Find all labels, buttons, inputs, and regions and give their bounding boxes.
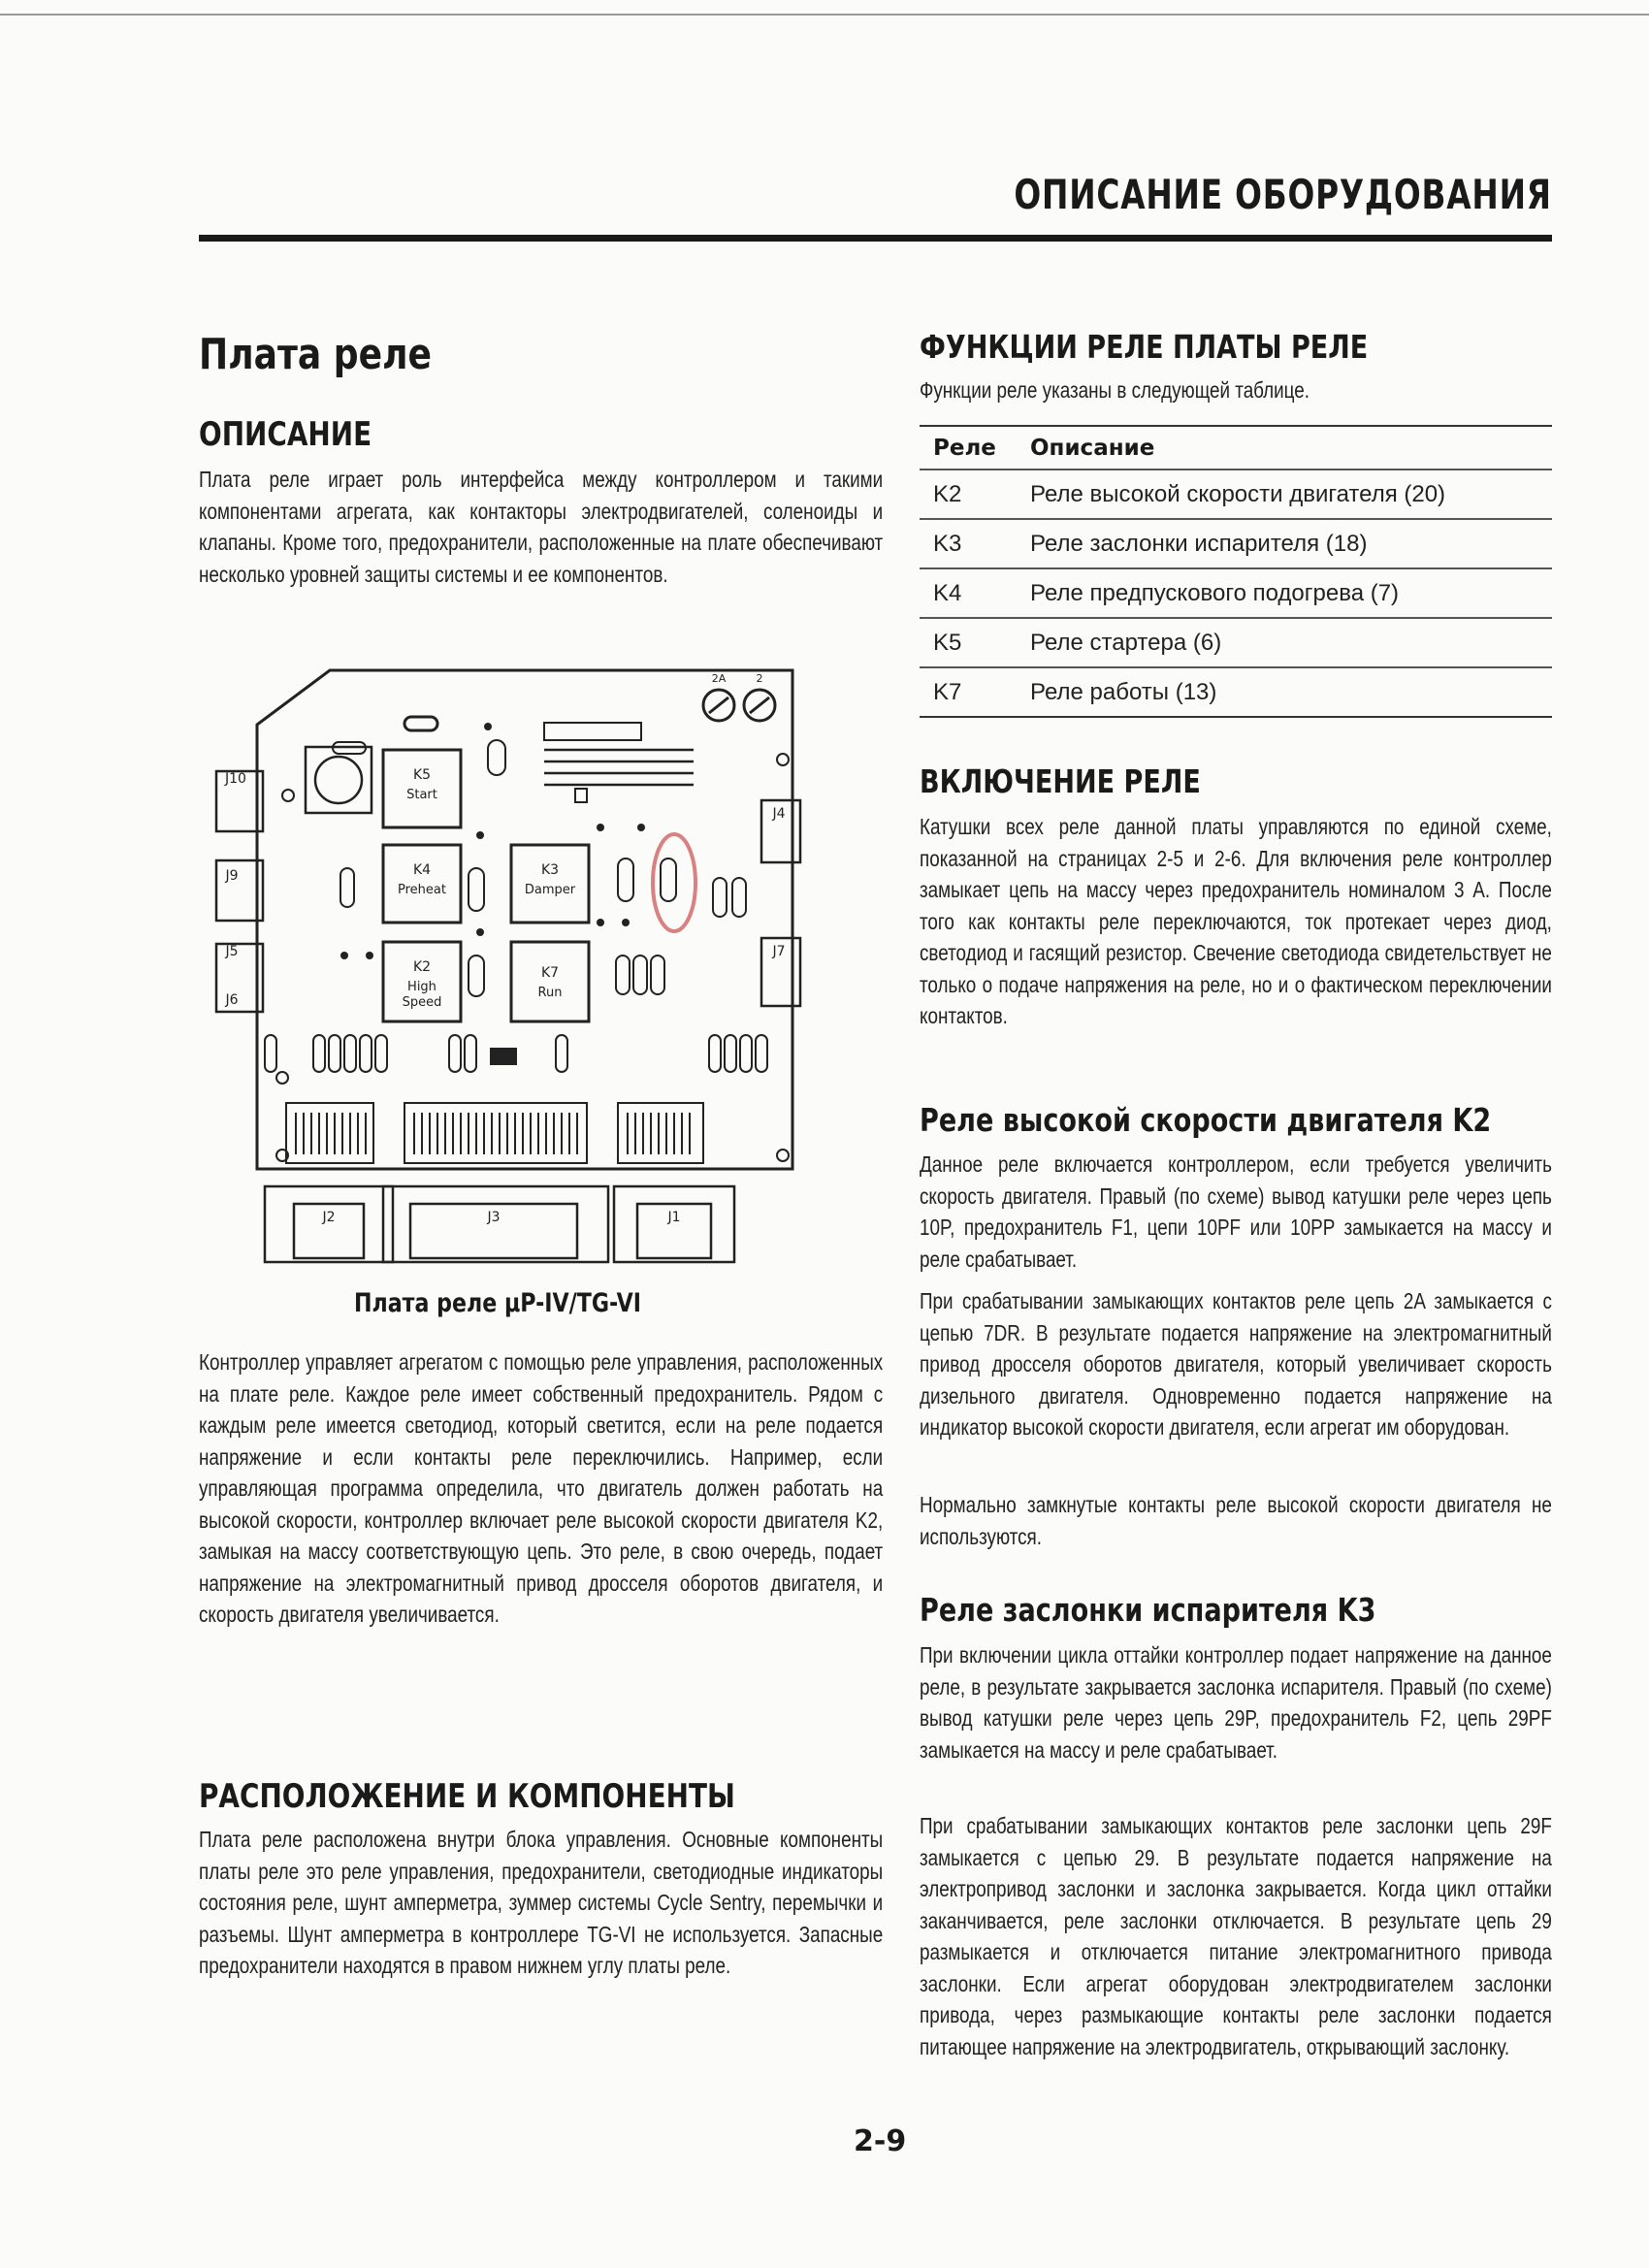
functions-heading: ФУНКЦИИ РЕЛЕ ПЛАТЫ РЕЛЕ — [920, 328, 1369, 366]
section-header-title: ОПИСАНИЕ ОБОРУДОВАНИЯ — [1014, 171, 1552, 218]
board-outline — [257, 670, 792, 1169]
header-j2 — [286, 1103, 373, 1163]
table-cell-description: Реле работы (13) — [1030, 667, 1552, 716]
relay-k3-name: K3 — [540, 862, 560, 878]
relay-function-table — [920, 427, 1552, 716]
header-j3 — [404, 1103, 587, 1163]
location-text: Плата реле расположена внутри блока управления. Основные компоненты платы реле это реле управления, предохранители, светодиодные индикаторы состояния реле, шунт амперметра, зуммер системы Cycle Sentry, перемычки и разъемы. Шунт амперметра в контроллере TG-VI не используется. Запасные предохранители находятся в правом нижнем углу платы реле. — [199, 1827, 884, 1978]
relay-function-table-wrapper — [920, 425, 1552, 718]
connector-j7-label: J7 — [772, 944, 786, 959]
connector-j5-label: J5 — [225, 944, 239, 959]
relay-k4-label: Preheat — [398, 883, 446, 897]
k2-heading: Реле высокой скорости двигателя K2 — [920, 1101, 1492, 1139]
k2-paragraph-1: Данное реле включается контроллером, если требуется увеличить скорость двигателя. Правый (по схеме) вывод катушки реле через цепь 10P, предохранитель F1, цепи 10PF или 10PP замыкается на массу и реле срабатывает. — [920, 1151, 1552, 1272]
table-cell-relay: K3 — [920, 519, 1030, 568]
relay-board-diagram — [199, 664, 820, 1280]
page-title: Плата реле — [199, 330, 432, 379]
table-cell-relay: K2 — [920, 470, 1030, 519]
relay-k7-name: K7 — [540, 965, 560, 981]
connector-j2-label: J2 — [322, 1210, 336, 1225]
table-row — [920, 470, 1552, 519]
relay-k5-label: Start — [406, 788, 437, 802]
table-row — [920, 618, 1552, 667]
connector-j1-label: J1 — [667, 1210, 681, 1225]
highlight-mark — [653, 834, 695, 931]
functions-intro: Функции реле указаны в следующей таблице. — [920, 377, 1310, 403]
switching-heading: ВКЛЮЧЕНИЕ РЕЛЕ — [920, 762, 1201, 800]
terminal-2a-label: 2A — [711, 672, 727, 685]
description-heading: ОПИСАНИЕ — [199, 415, 372, 454]
table-cell-description: Реле стартера (6) — [1030, 618, 1552, 667]
control-text: Контроллер управляет агрегатом с помощью реле управления, расположенных на плате реле. Каждое реле имеет собственный предохранитель. Рядом с каждым реле имеется светодиод, который светится, если на реле подается напряжение и если контакты реле переключились. Например, если управляющая программа определила, что двигатель должен работать на высокой скорости, контроллер включает реле высокой скорости двигателя K2, замыкая на массу соответствующую цепь. Это реле, в свою очередь, подает напряжение на электромагнитный привод дросселя оборотов двигателя, и скорость двигателя увеличивается. — [199, 1349, 884, 1627]
table-cell-description: Реле предпускового подогрева (7) — [1030, 568, 1552, 618]
location-heading: РАСПОЛОЖЕНИЕ И КОМПОНЕНТЫ — [199, 1777, 735, 1816]
k3-paragraph-2: При срабатывании замыкающих контактов реле заслонки цепь 29F замыкается с цепью 29. В результате подается напряжение на электропривод заслонки и заслонка закрывается. Когда цикл оттайки заканчивается, реле заслонки отключается. В результате цепь 29 размыкается и отключается питание электромагнитного привода заслонки. Если агрегат оборудован электродвигателем заслонки привода, через размыкающие контакты реле заслонки подается питающее напряжение на электродвигатель, открывающий заслонку. — [920, 1813, 1552, 2059]
switching-text: Катушки всех реле данной платы управляются по единой схеме, показанной на страницах 2-5 и 2-6. Для включения реле контроллер замыкает цепь на массу через предохранитель номиналом 3 А. После того как контакты реле переключаются, ток протекает через диод, светодиод и гасящий резистор. Свечение светодиода свидетельствует не только о подаче напряжения на реле, но и о фактическом переключении контактов. — [920, 814, 1552, 1028]
connector-j9-label: J9 — [225, 868, 239, 884]
connector-j6-label: J6 — [225, 992, 239, 1008]
table-cell-description: Реле заслонки испарителя (18) — [1030, 519, 1552, 568]
k3-paragraph-1: При включении цикла оттайки контроллер подает напряжение на данное реле, в результате закрывается заслонка испарителя. Правый (по схеме) вывод катушки реле через цепь 29P, предохранитель F2, цепь 29PF замыкается на массу и реле срабатывает. — [920, 1642, 1552, 1763]
relay-k2-name: K2 — [412, 959, 432, 975]
relay-k2-label: High Speed — [402, 980, 442, 1010]
terminal-2-label: 2 — [756, 672, 763, 685]
table-header-relay: Реле — [933, 436, 996, 461]
k2-paragraph-2: При срабатывании замыкающих контактов реле цепь 2A замыкается с цепью 7DR. В результате подается напряжение на электромагнитный привод дросселя оборотов двигателя, который увеличивает скорость дизельного двигателя. Одновременно подается напряжение на индикатор высокой скорости двигателя, если агрегат им оборудован. — [920, 1288, 1552, 1440]
table-cell-relay: K5 — [920, 618, 1030, 667]
connector-j4-label: J4 — [772, 806, 786, 822]
connector-j10-label: J10 — [225, 771, 246, 787]
page-number: 2-9 — [854, 2124, 907, 2158]
table-cell-relay: K4 — [920, 568, 1030, 618]
relay-k7-label: Run — [537, 986, 563, 1000]
top-scan-line — [0, 14, 1649, 16]
relay-k7 — [511, 942, 589, 1021]
table-header-description: Описание — [1030, 436, 1155, 461]
relay-k5-name: K5 — [412, 767, 432, 783]
k2-paragraph-3: Нормально замкнутые контакты реле высокой скорости двигателя не используются. — [920, 1492, 1552, 1549]
k3-heading: Реле заслонки испарителя K3 — [920, 1591, 1376, 1629]
description-text: Плата реле играет роль интерфейса между контроллером и такими компонентами агрегата, как контакторы электродвигателей, соленоиды и клапаны. Кроме того, предохранители, расположенные на плате обеспечивают несколько уровней защиты системы и ее компонентов. — [199, 467, 884, 587]
table-row — [920, 667, 1552, 716]
figure-caption: Плата реле µP-IV/TG-VI — [354, 1288, 641, 1318]
table-row — [920, 519, 1552, 568]
table-row — [920, 568, 1552, 618]
relay-k3-label: Damper — [524, 883, 576, 897]
connector-j3-label: J3 — [487, 1210, 501, 1225]
table-cell-relay: K7 — [920, 667, 1030, 716]
relay-k4-name: K4 — [412, 862, 432, 878]
table-cell-description: Реле высокой скорости двигателя (20) — [1030, 470, 1552, 519]
header-rule — [199, 235, 1552, 242]
